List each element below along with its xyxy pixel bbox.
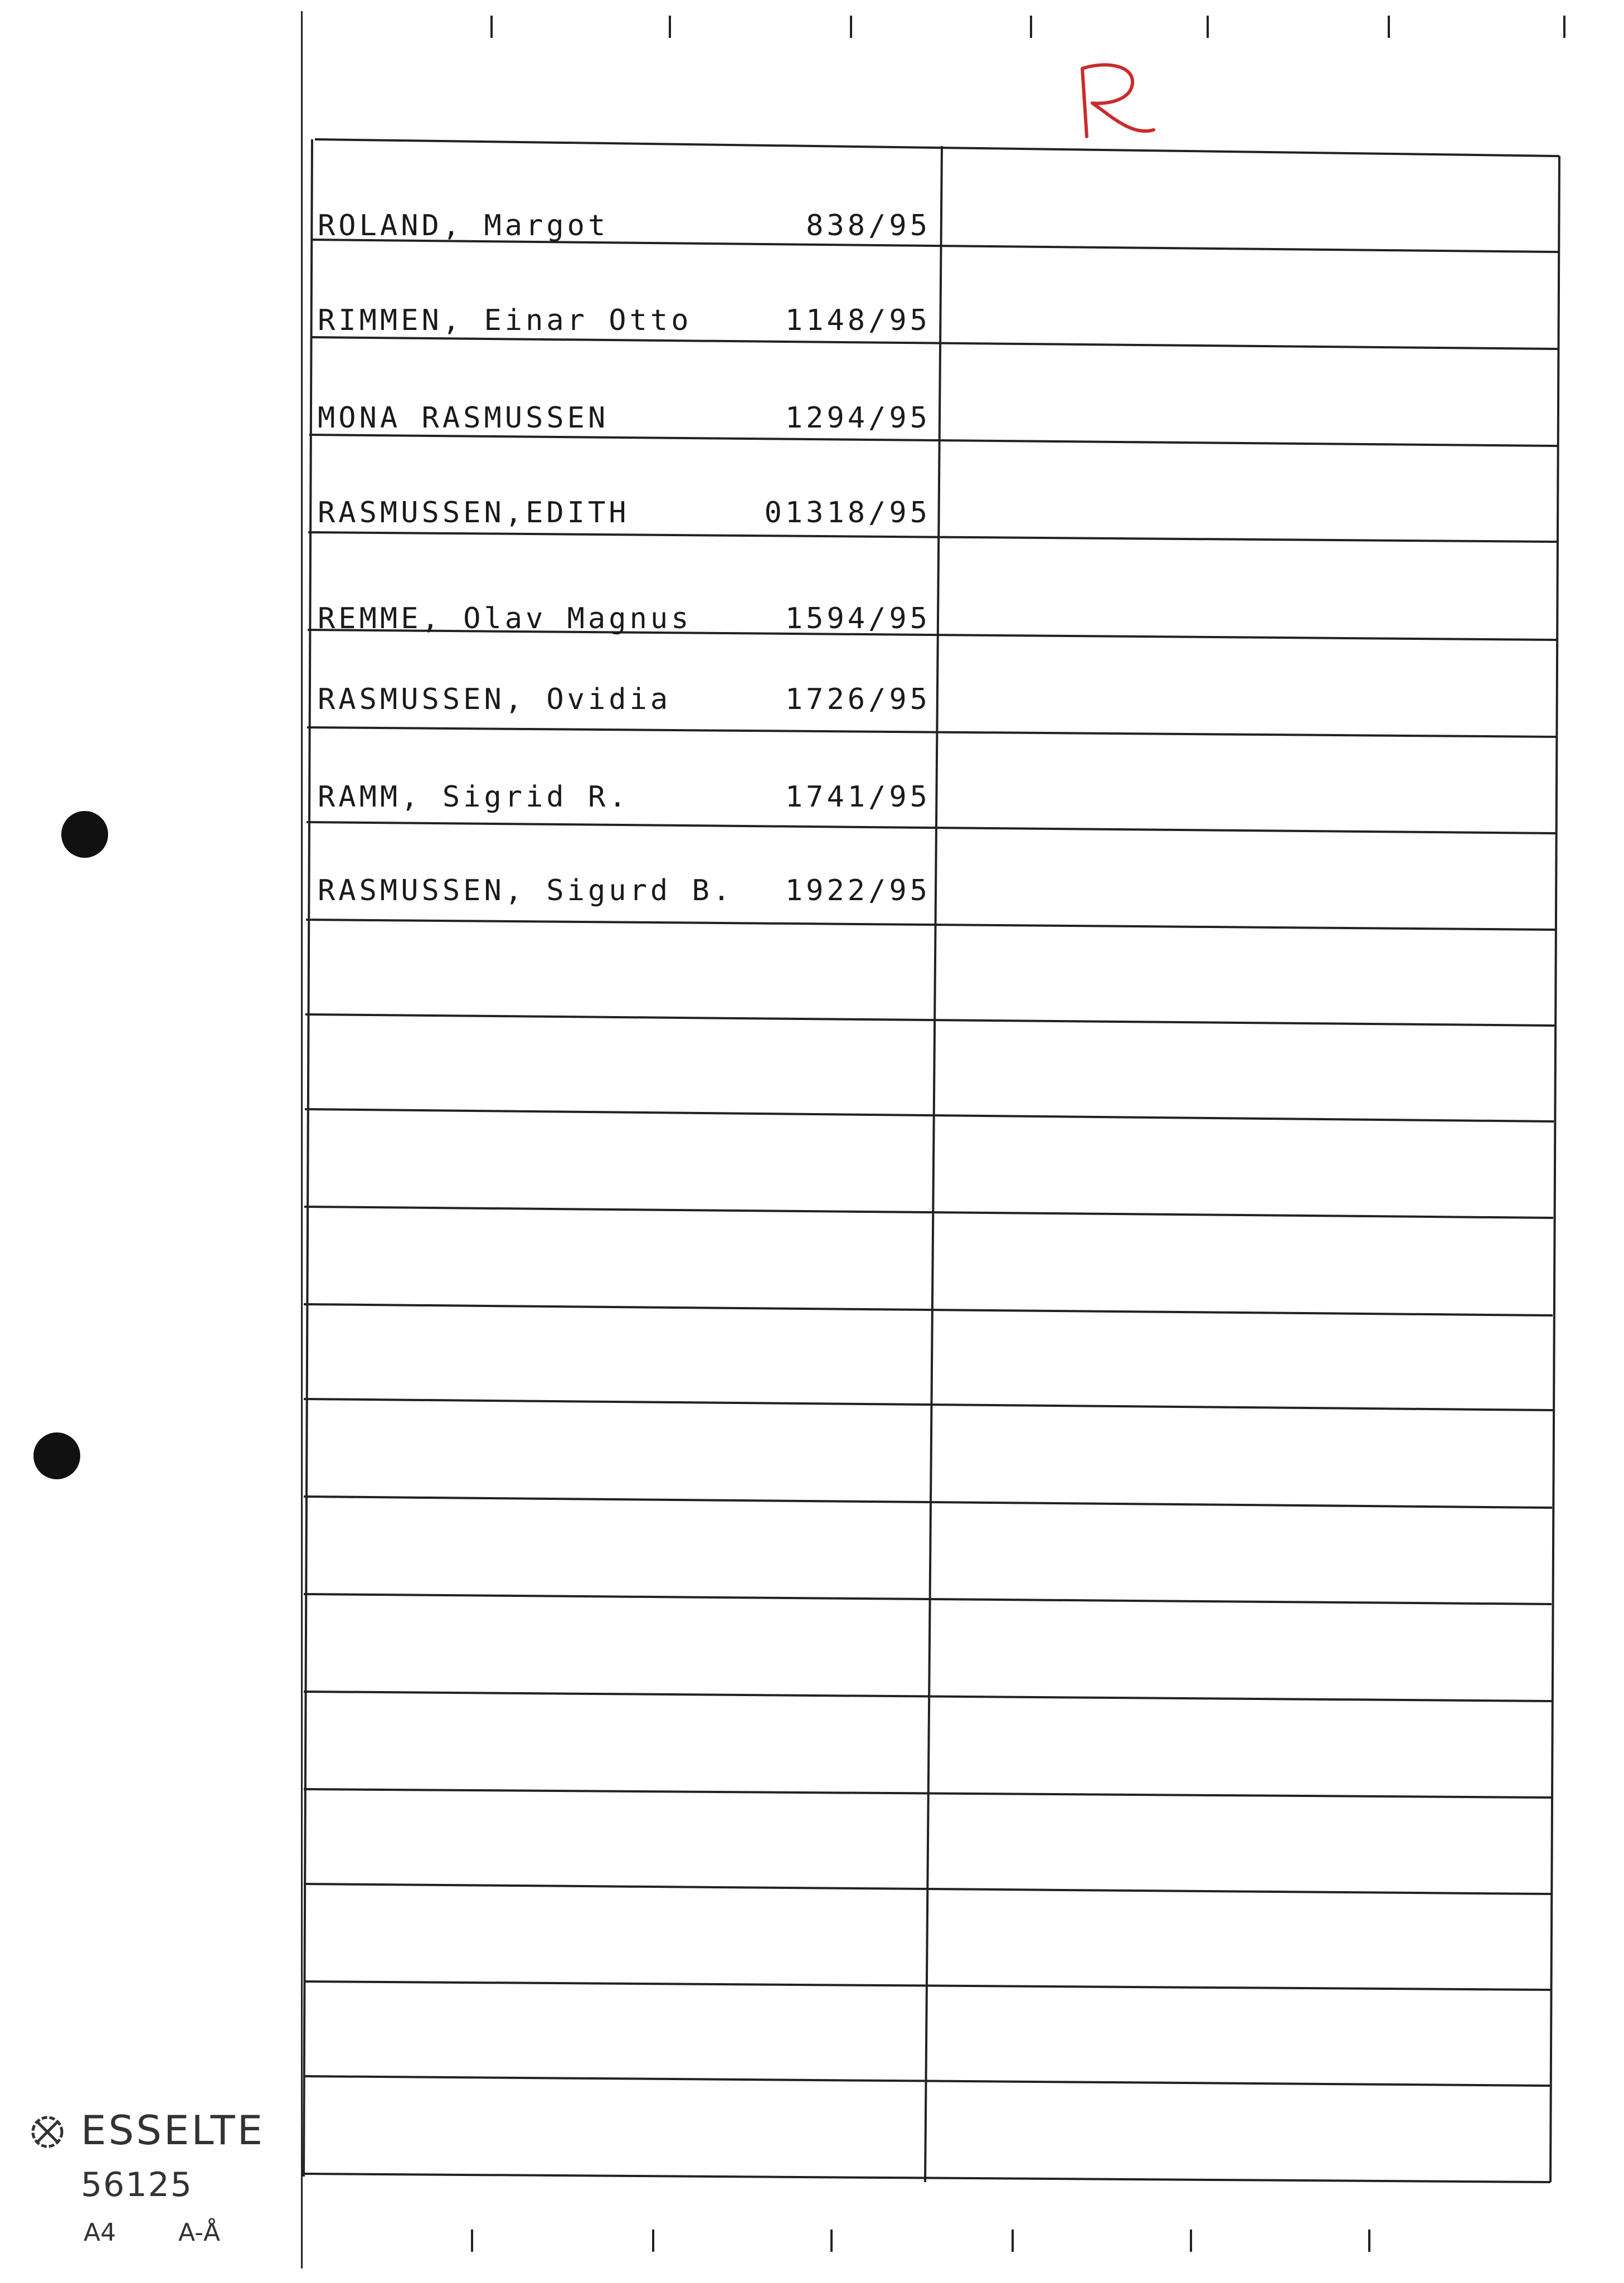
entry-name: MONA RASMUSSEN <box>318 401 609 435</box>
entry-name: RASMUSSEN, Sigurd B. <box>318 874 734 907</box>
brand-name: ESSELTE <box>81 2107 265 2154</box>
entry-reference: 01318/95 <box>764 496 931 530</box>
entry-reference: 1294/95 <box>785 401 931 435</box>
punch-hole <box>61 811 108 858</box>
entry-name: RASMUSSEN, Ovidia <box>318 683 672 716</box>
index-range-label: A-Å <box>178 2218 221 2247</box>
entry-reference: 1594/95 <box>785 602 931 635</box>
entry-row <box>312 672 942 716</box>
entry-name: REMME, Olav Magnus <box>318 602 692 635</box>
entry-reference: 1741/95 <box>785 780 931 814</box>
punch-hole <box>33 1432 80 1479</box>
entry-name: RAMM, Sigrid R. <box>318 780 630 814</box>
entry-row <box>312 390 942 435</box>
entry-row <box>312 198 942 242</box>
entry-reference: 1726/95 <box>785 683 931 716</box>
entry-name: ROLAND, Margot <box>318 209 609 242</box>
entry-row <box>312 293 942 337</box>
entry-reference: 1148/95 <box>785 304 931 337</box>
product-code: 56125 <box>81 2165 193 2204</box>
entry-row <box>312 863 942 907</box>
entry-name: RIMMEN, Einar Otto <box>318 304 692 337</box>
crossed-circle-icon <box>28 2112 67 2151</box>
entry-row <box>312 591 942 635</box>
entry-row <box>312 485 942 530</box>
manufacturer-mark <box>28 2107 265 2257</box>
entry-reference: 1922/95 <box>785 874 931 907</box>
entry-name: RASMUSSEN,EDITH <box>318 496 630 530</box>
entry-row <box>312 769 942 814</box>
entry-reference: 838/95 <box>806 209 931 242</box>
paper-size-label: A4 <box>84 2218 116 2247</box>
